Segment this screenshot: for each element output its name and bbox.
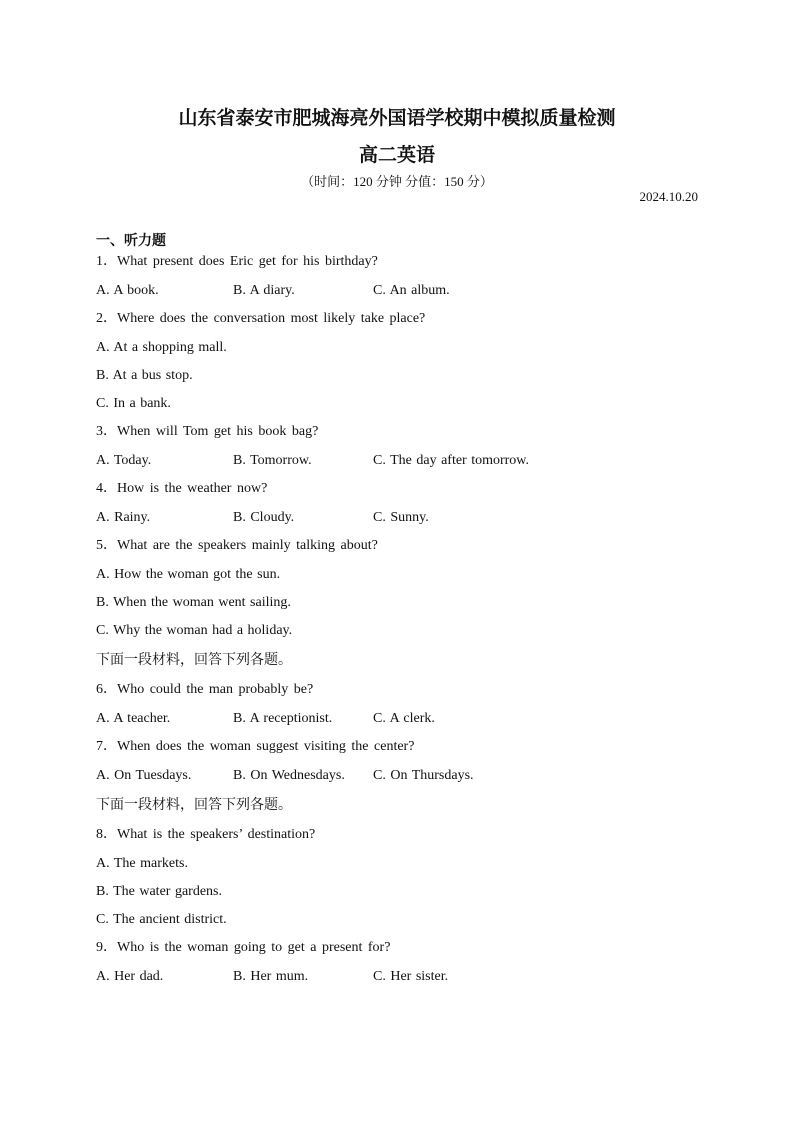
option-a: A. A teacher. — [96, 711, 171, 726]
option-c: C. Sunny. — [373, 510, 429, 525]
option-b: B. At a bus stop. — [96, 368, 193, 383]
option-a: A. At a shopping mall. — [96, 340, 227, 355]
option-b: B. The water gardens. — [96, 884, 222, 899]
option-b: B. Tomorrow. — [233, 453, 312, 468]
option-a: A. On Tuesdays. — [96, 768, 192, 783]
question-options — [96, 967, 716, 995]
option-c: C. In a bank. — [96, 396, 171, 411]
option-c: C. A clerk. — [373, 711, 435, 726]
question-stem: 3．When will Tom get his book bag? — [96, 424, 319, 439]
option-a: A. Her dad. — [96, 969, 164, 984]
option-b: B. A diary. — [233, 283, 295, 298]
option-b: B. Cloudy. — [233, 510, 295, 525]
option-c: C. The day after tomorrow. — [373, 453, 530, 468]
option-a: A. Today. — [96, 453, 152, 468]
material-note: 下面一段材料，回答下列各题。 — [96, 652, 292, 668]
exam-subject: 高二英语 — [358, 144, 435, 166]
option-c: C. On Thursdays. — [373, 768, 474, 783]
exam-date: 2024.10.20 — [639, 189, 698, 204]
option-a: A. A book. — [96, 283, 159, 298]
question-options — [96, 281, 716, 309]
option-c: C. Why the woman had a holiday. — [96, 623, 293, 638]
question-stem: 5．What are the speakers mainly talking about? — [96, 538, 378, 553]
question-stem: 2．Where does the conversation most likely take place? — [96, 311, 426, 326]
question-stem: 4．How is the weather now? — [96, 481, 268, 496]
question-options — [96, 766, 716, 794]
exam-title: 山东省泰安市肥城海亮外国语学校期中模拟质量检测 — [178, 107, 616, 129]
exam-time-score: （时间：120 分钟 分值：150 分） — [301, 174, 493, 189]
question-options — [96, 709, 716, 737]
option-a: A. How the woman got the sun. — [96, 567, 281, 582]
option-b: B. When the woman went sailing. — [96, 595, 291, 610]
option-c: C. An album. — [373, 283, 450, 298]
option-b: B. Her mum. — [233, 969, 309, 984]
question-options — [96, 508, 716, 536]
question-options — [96, 451, 716, 479]
option-a: A. Rainy. — [96, 510, 151, 525]
option-b: B. A receptionist. — [233, 711, 333, 726]
option-c: C. Her sister. — [373, 969, 449, 984]
material-note: 下面一段材料，回答下列各题。 — [96, 797, 292, 813]
question-list — [96, 252, 716, 995]
option-b: B. On Wednesdays. — [233, 768, 345, 783]
question-stem: 6．Who could the man probably be? — [96, 682, 314, 697]
section-title-listening: 一、听力题 — [96, 233, 166, 249]
option-c: C. The ancient district. — [96, 912, 227, 927]
question-stem: 7．When does the woman suggest visiting the center? — [96, 739, 415, 754]
option-a: A. The markets. — [96, 856, 188, 871]
question-stem: 8．What is the speakers’ destination? — [96, 827, 316, 842]
question-stem: 1．What present does Eric get for his birthday? — [96, 254, 378, 269]
question-stem: 9．Who is the woman going to get a present for? — [96, 940, 391, 955]
